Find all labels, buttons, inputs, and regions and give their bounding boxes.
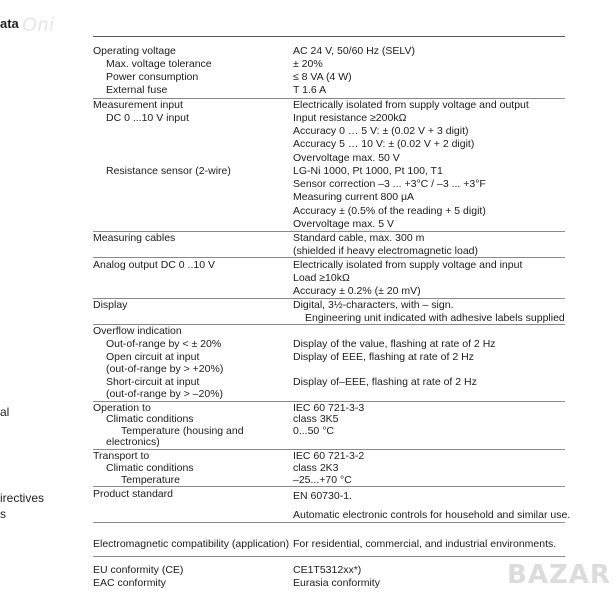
side-label-irectives: irectives <box>0 491 45 505</box>
row-divider <box>93 556 565 557</box>
spec-value: Display of the value, flashing at rate of 2 Hz <box>293 338 496 350</box>
spec-label: External fuse <box>106 84 168 96</box>
spec-value: 0...50 °C <box>293 425 334 437</box>
side-label-al: al <box>0 405 10 419</box>
spec-label: (out-of-range by > +20%) <box>106 363 224 375</box>
section-heading-fragment: ata <box>0 16 19 31</box>
spec-value: Electrically isolated from supply voltage and input <box>293 259 523 271</box>
spec-label: Climatic conditions <box>106 462 194 474</box>
side-label-s: s <box>0 507 6 521</box>
spec-label: Transport to <box>93 450 150 462</box>
watermark-logo: BAZAR <box>507 560 611 590</box>
spec-value: Accuracy ± (0.5% of the reading + 5 digit) <box>293 205 486 217</box>
spec-label: Measurement input <box>93 99 183 111</box>
spec-value: Accuracy 0 … 5 V: ± (0.02 V + 3 digit) <box>293 125 469 137</box>
spec-value: ± 20% <box>293 58 323 70</box>
spec-label: Operating voltage <box>93 45 176 57</box>
spec-label: EU conformity (CE) <box>93 564 184 576</box>
spec-label: Display <box>93 299 128 311</box>
spec-value: Standard cable, max. 300 m <box>293 232 425 244</box>
spec-label: Power consumption <box>106 71 199 83</box>
spec-label: Out-of-range by < ± 20% <box>106 338 222 350</box>
spec-value: –25...+70 °C <box>293 474 352 486</box>
spec-label: Measuring cables <box>93 232 176 244</box>
spec-value: Display of–EEE, flashing at rate of 2 Hz <box>293 376 477 388</box>
spec-value: IEC 60 721-3-3 <box>293 402 365 414</box>
spec-label: Resistance sensor (2-wire) <box>106 165 231 177</box>
spec-value: ≤ 8 VA (4 W) <box>293 71 352 83</box>
spec-label: DC 0 ...10 V input <box>106 112 189 124</box>
row-divider <box>93 522 565 523</box>
spec-value: Electrically isolated from supply voltage and output <box>293 99 529 111</box>
spec-value: Automatic electronic controls for household and similar use. <box>293 509 571 521</box>
spec-value: For residential, commercial, and industrial environments. <box>293 538 557 550</box>
spec-value: LG-Ni 1000, Pt 1000, Pt 100, T1 <box>293 165 443 177</box>
spec-value: Eurasia conformity <box>293 577 380 589</box>
spec-label: Overflow indication <box>93 325 182 337</box>
spec-value: Input resistance ≥200kΩ <box>293 112 407 124</box>
spec-label: Operation to <box>93 402 151 414</box>
spec-value: class 2K3 <box>293 462 339 474</box>
spec-label: (out-of-range by > –20%) <box>106 388 224 400</box>
spec-value: EN 60730-1. <box>293 490 352 502</box>
spec-label: Temperature (housing and <box>121 425 244 437</box>
spec-value: Sensor correction –3 ... +3°C / –3 ... +3°F <box>293 178 486 190</box>
spec-value: Digital, 3½-characters, with – sign. <box>293 299 454 311</box>
table-top-rule <box>93 36 565 37</box>
spec-value: Accuracy 5 … 10 V: ± (0.02 V + 2 digit) <box>293 138 475 150</box>
spec-label: electronics) <box>106 436 160 448</box>
spec-value: class 3K5 <box>293 413 339 425</box>
spec-value: T 1.6 A <box>293 84 327 96</box>
spec-value: Overvoltage max. 5 V <box>293 218 394 230</box>
spec-value: Engineering unit indicated with adhesive labels supplied <box>305 312 565 324</box>
spec-label: Temperature <box>121 474 180 486</box>
spec-label: Short-circuit at input <box>106 376 200 388</box>
spec-label: Max. voltage tolerance <box>106 58 212 70</box>
spec-label: Open circuit at input <box>106 351 200 363</box>
spec-label: EAC conformity <box>93 577 166 589</box>
spec-label: Climatic conditions <box>106 413 194 425</box>
spec-label: Analog output DC 0 ..10 V <box>93 259 215 271</box>
watermark-top: Oni <box>22 15 55 36</box>
spec-value: AC 24 V, 50/60 Hz (SELV) <box>293 45 415 57</box>
spec-value: CE1T5312xx*) <box>293 564 362 576</box>
spec-label: Product standard <box>93 488 173 500</box>
spec-value: Display of EEE, flashing at rate of 2 Hz <box>293 351 474 363</box>
spec-value: (shielded if heavy electromagnetic load) <box>293 245 479 257</box>
spec-value: IEC 60 721-3-2 <box>293 450 365 462</box>
spec-label: Electromagnetic compatibility (application) <box>93 538 290 550</box>
spec-value: Overvoltage max. 50 V <box>293 152 400 164</box>
spec-value: Accuracy ± 0.2% (± 20 mV) <box>293 285 421 297</box>
spec-value: Load ≥10kΩ <box>293 272 350 284</box>
spec-value: Measuring current 800 μA <box>293 191 415 203</box>
